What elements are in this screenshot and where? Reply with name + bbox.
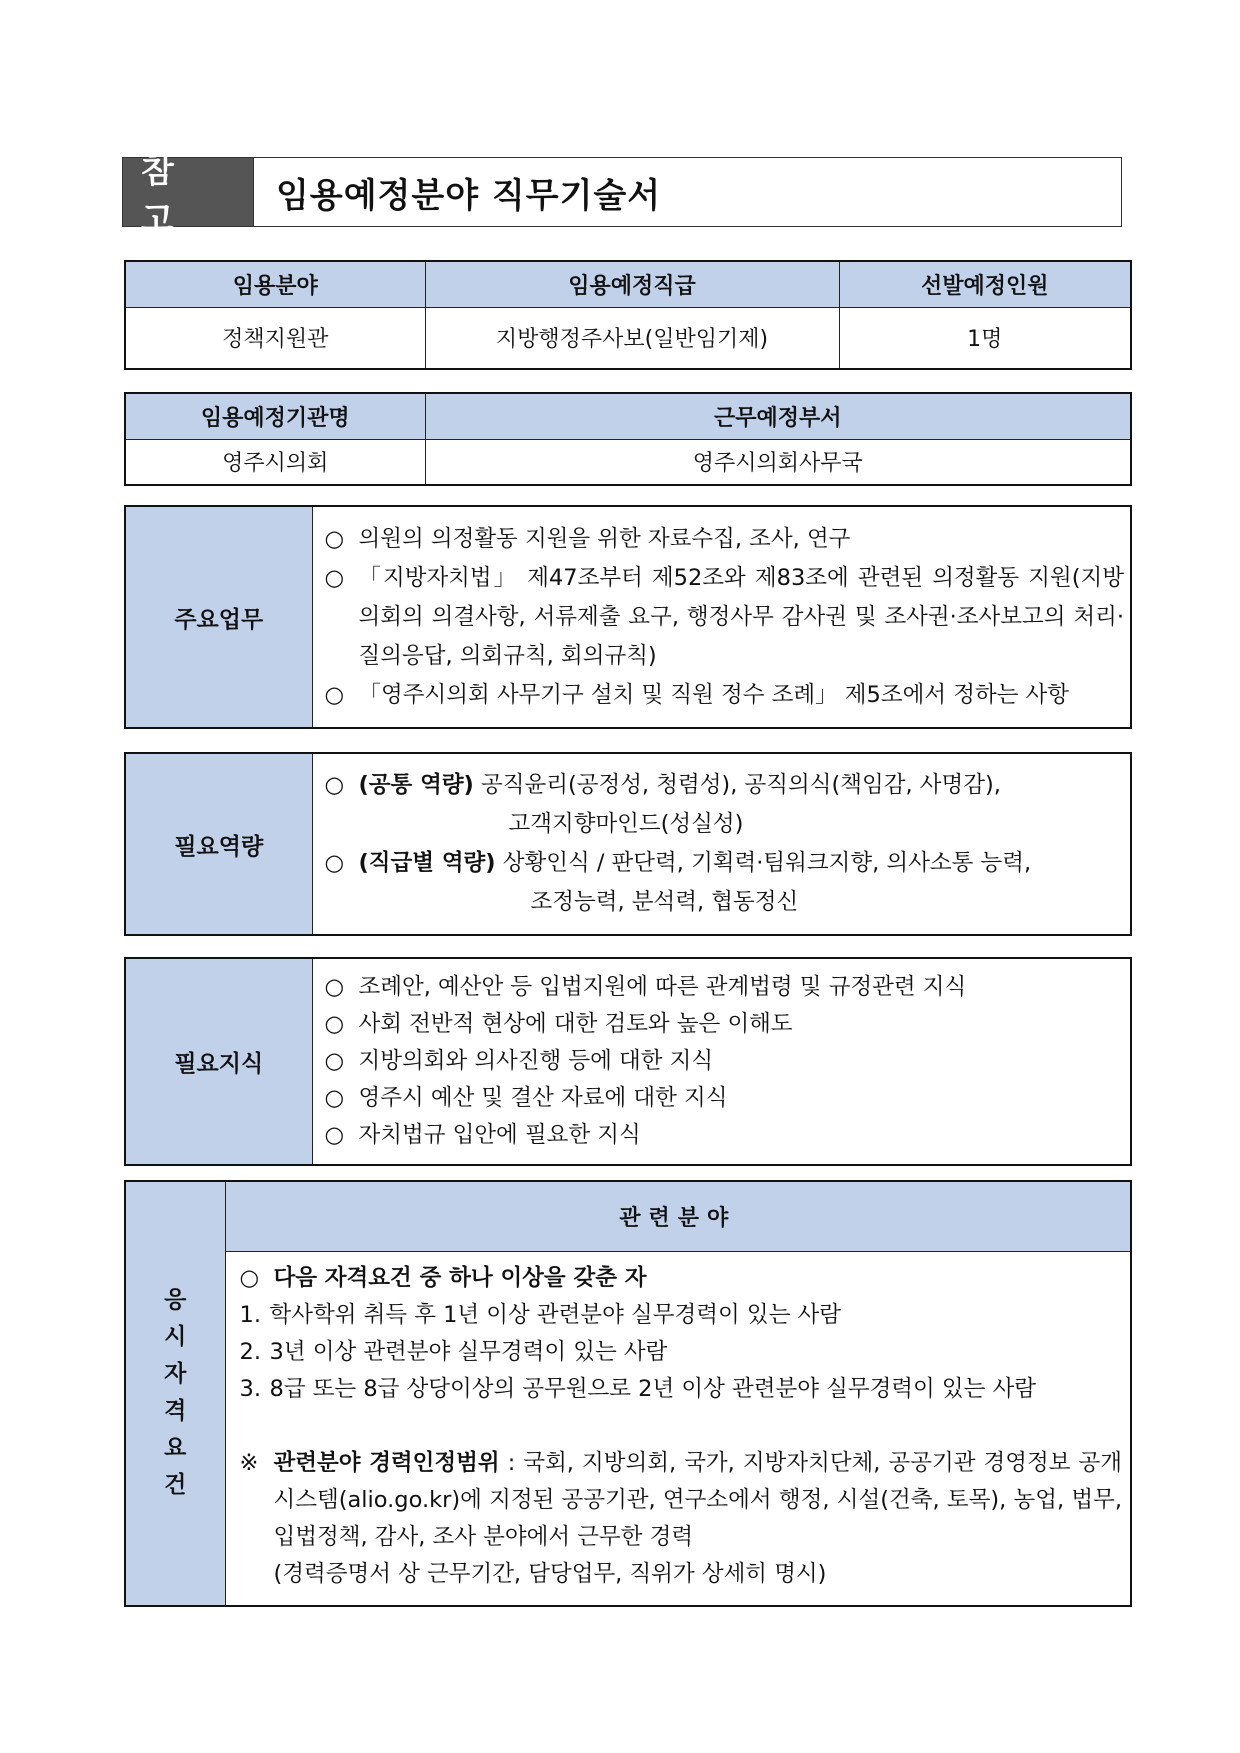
header-department: 근무예정부서 — [425, 393, 1131, 439]
list-item — [240, 1297, 1123, 1334]
label-char: 요 — [164, 1435, 187, 1462]
list-item — [325, 844, 1125, 922]
list-item — [325, 766, 1125, 844]
bullet-icon: ○ — [239, 1264, 260, 1291]
list-item — [325, 1043, 1125, 1080]
knowledge-text: 사회 전반적 현상에 대한 검토와 높은 이해도 — [358, 1011, 793, 1037]
duty-text: 「지방자치법」 제47조부터 제52조와 제83조에 관련된 의정활동 지원(지방의회의 의결사항, 서류제출 요구, 행정사무 감사권 및 조사권·조사보고의 처리·질의응답, 의회규칙, 회의규칙) — [358, 564, 1124, 669]
label-char: 격 — [164, 1398, 187, 1425]
list-item — [325, 559, 1125, 676]
position-table — [124, 260, 1132, 370]
note-text: : 국회, 지방의회, 국가, 지방자치단체, 공공기관 경영정보 공개시스템(alio.go.kr)에 지정된 공공기관, 연구소에서 행정, 시설(건축, 토목), 농업, 법무, 입법정책, 감사, 조사 분야에서 근무한 경력 — [273, 1449, 1122, 1550]
bullet-icon: ○ — [324, 772, 345, 798]
bullet-icon: ○ — [324, 1048, 345, 1074]
bullet-icon: ○ — [324, 850, 345, 876]
qualifications-list — [225, 1251, 1131, 1606]
header-grade: 임용예정직급 — [425, 261, 839, 307]
duty-text: 「영주시의회 사무기구 설치 및 직원 정수 조례」 제5조에서 정하는 사항 — [358, 681, 1070, 708]
knowledge-text: 조례안, 예산안 등 입법지원에 따른 관계법령 및 규정관련 지식 — [358, 974, 967, 1000]
banner-tag: 참 고 — [123, 158, 253, 226]
value-field: 정책지원관 — [125, 307, 425, 369]
label-char: 자 — [164, 1361, 187, 1388]
lead-text: 다음 자격요건 중 하나 이상을 갖춘 자 — [273, 1264, 647, 1291]
knowledge-label: 필요지식 — [125, 958, 312, 1165]
page-title: 임용예정분야 직무기술서 — [253, 158, 1121, 226]
qualifications-table — [124, 1180, 1132, 1607]
header-agency: 임용예정기관명 — [125, 393, 425, 439]
competencies-label: 필요역량 — [125, 753, 312, 935]
duties-label: 주요업무 — [125, 506, 312, 728]
value-department: 영주시의회사무국 — [425, 439, 1131, 485]
bullet-icon: ○ — [324, 1085, 345, 1111]
note-title: 관련분야 경력인정범위 — [273, 1449, 500, 1476]
value-grade: 지방행정주사보(일반임기제) — [425, 307, 839, 369]
qualifications-label — [125, 1181, 225, 1606]
qualification-text: 3년 이상 관련분야 실무경력이 있는 사람 — [269, 1338, 668, 1365]
duties-table — [124, 505, 1132, 729]
bullet-icon: ○ — [324, 1122, 345, 1148]
label-char: 응 — [164, 1287, 187, 1314]
list-item — [325, 1006, 1125, 1043]
related-field-header: 관련분야 — [225, 1181, 1131, 1251]
qualification-text: 8급 또는 8급 상당이상의 공무원으로 2년 이상 관련분야 실무경력이 있는 사람 — [269, 1375, 1037, 1402]
knowledge-text: 영주시 예산 및 결산 자료에 대한 지식 — [358, 1085, 728, 1111]
bullet-icon: ○ — [324, 1011, 345, 1037]
competency-title: (공통 역량) — [358, 772, 474, 798]
item-number: 2. — [239, 1338, 261, 1365]
list-item — [325, 1080, 1125, 1117]
competency-title: (직급별 역량) — [358, 850, 496, 876]
list-item — [325, 520, 1125, 559]
list-item — [325, 1117, 1125, 1154]
header-field: 임용분야 — [125, 261, 425, 307]
lead-item — [240, 1260, 1123, 1297]
note-mark-icon: ※ — [239, 1449, 259, 1476]
list-item — [325, 676, 1125, 715]
duties-list — [312, 506, 1131, 728]
bullet-icon: ○ — [324, 681, 345, 708]
label-char: 건 — [164, 1472, 187, 1499]
label-char: 시 — [164, 1324, 187, 1351]
org-table — [124, 392, 1132, 486]
note-extra: (경력증명서 상 근무기간, 담당업무, 직위가 상세히 명시) — [273, 1560, 827, 1587]
bullet-icon: ○ — [324, 564, 345, 591]
list-item — [240, 1371, 1123, 1408]
note-item — [240, 1445, 1123, 1593]
knowledge-table — [124, 957, 1132, 1166]
header-headcount: 선발예정인원 — [839, 261, 1131, 307]
knowledge-text: 지방의회와 의사진행 등에 대한 지식 — [358, 1048, 714, 1074]
competency-text: 상황인식 / 판단력, 기획력·팀워크지향, 의사소통 능력, — [502, 850, 1032, 876]
bullet-icon: ○ — [324, 525, 345, 552]
competency-text: 공직윤리(공정성, 청렴성), 공직의식(책임감, 사명감), — [481, 772, 1001, 798]
knowledge-list — [312, 958, 1131, 1165]
list-item — [325, 969, 1125, 1006]
item-number: 3. — [239, 1375, 261, 1402]
value-agency: 영주시의회 — [125, 439, 425, 485]
competency-text: 조정능력, 분석력, 협동정신 — [530, 889, 799, 915]
bullet-icon: ○ — [324, 974, 345, 1000]
competency-text: 고객지향마인드(성실성) — [508, 811, 744, 837]
section-banner — [122, 151, 1122, 240]
list-item — [240, 1334, 1123, 1371]
item-number: 1. — [239, 1301, 261, 1328]
competencies-table — [124, 752, 1132, 936]
duty-text: 의원의 의정활동 지원을 위한 자료수집, 조사, 연구 — [358, 525, 851, 552]
knowledge-text: 자치법규 입안에 필요한 지식 — [358, 1122, 641, 1148]
value-headcount: 1명 — [839, 307, 1131, 369]
competencies-list — [312, 753, 1131, 935]
qualification-text: 학사학위 취득 후 1년 이상 관련분야 실무경력이 있는 사람 — [269, 1301, 841, 1328]
